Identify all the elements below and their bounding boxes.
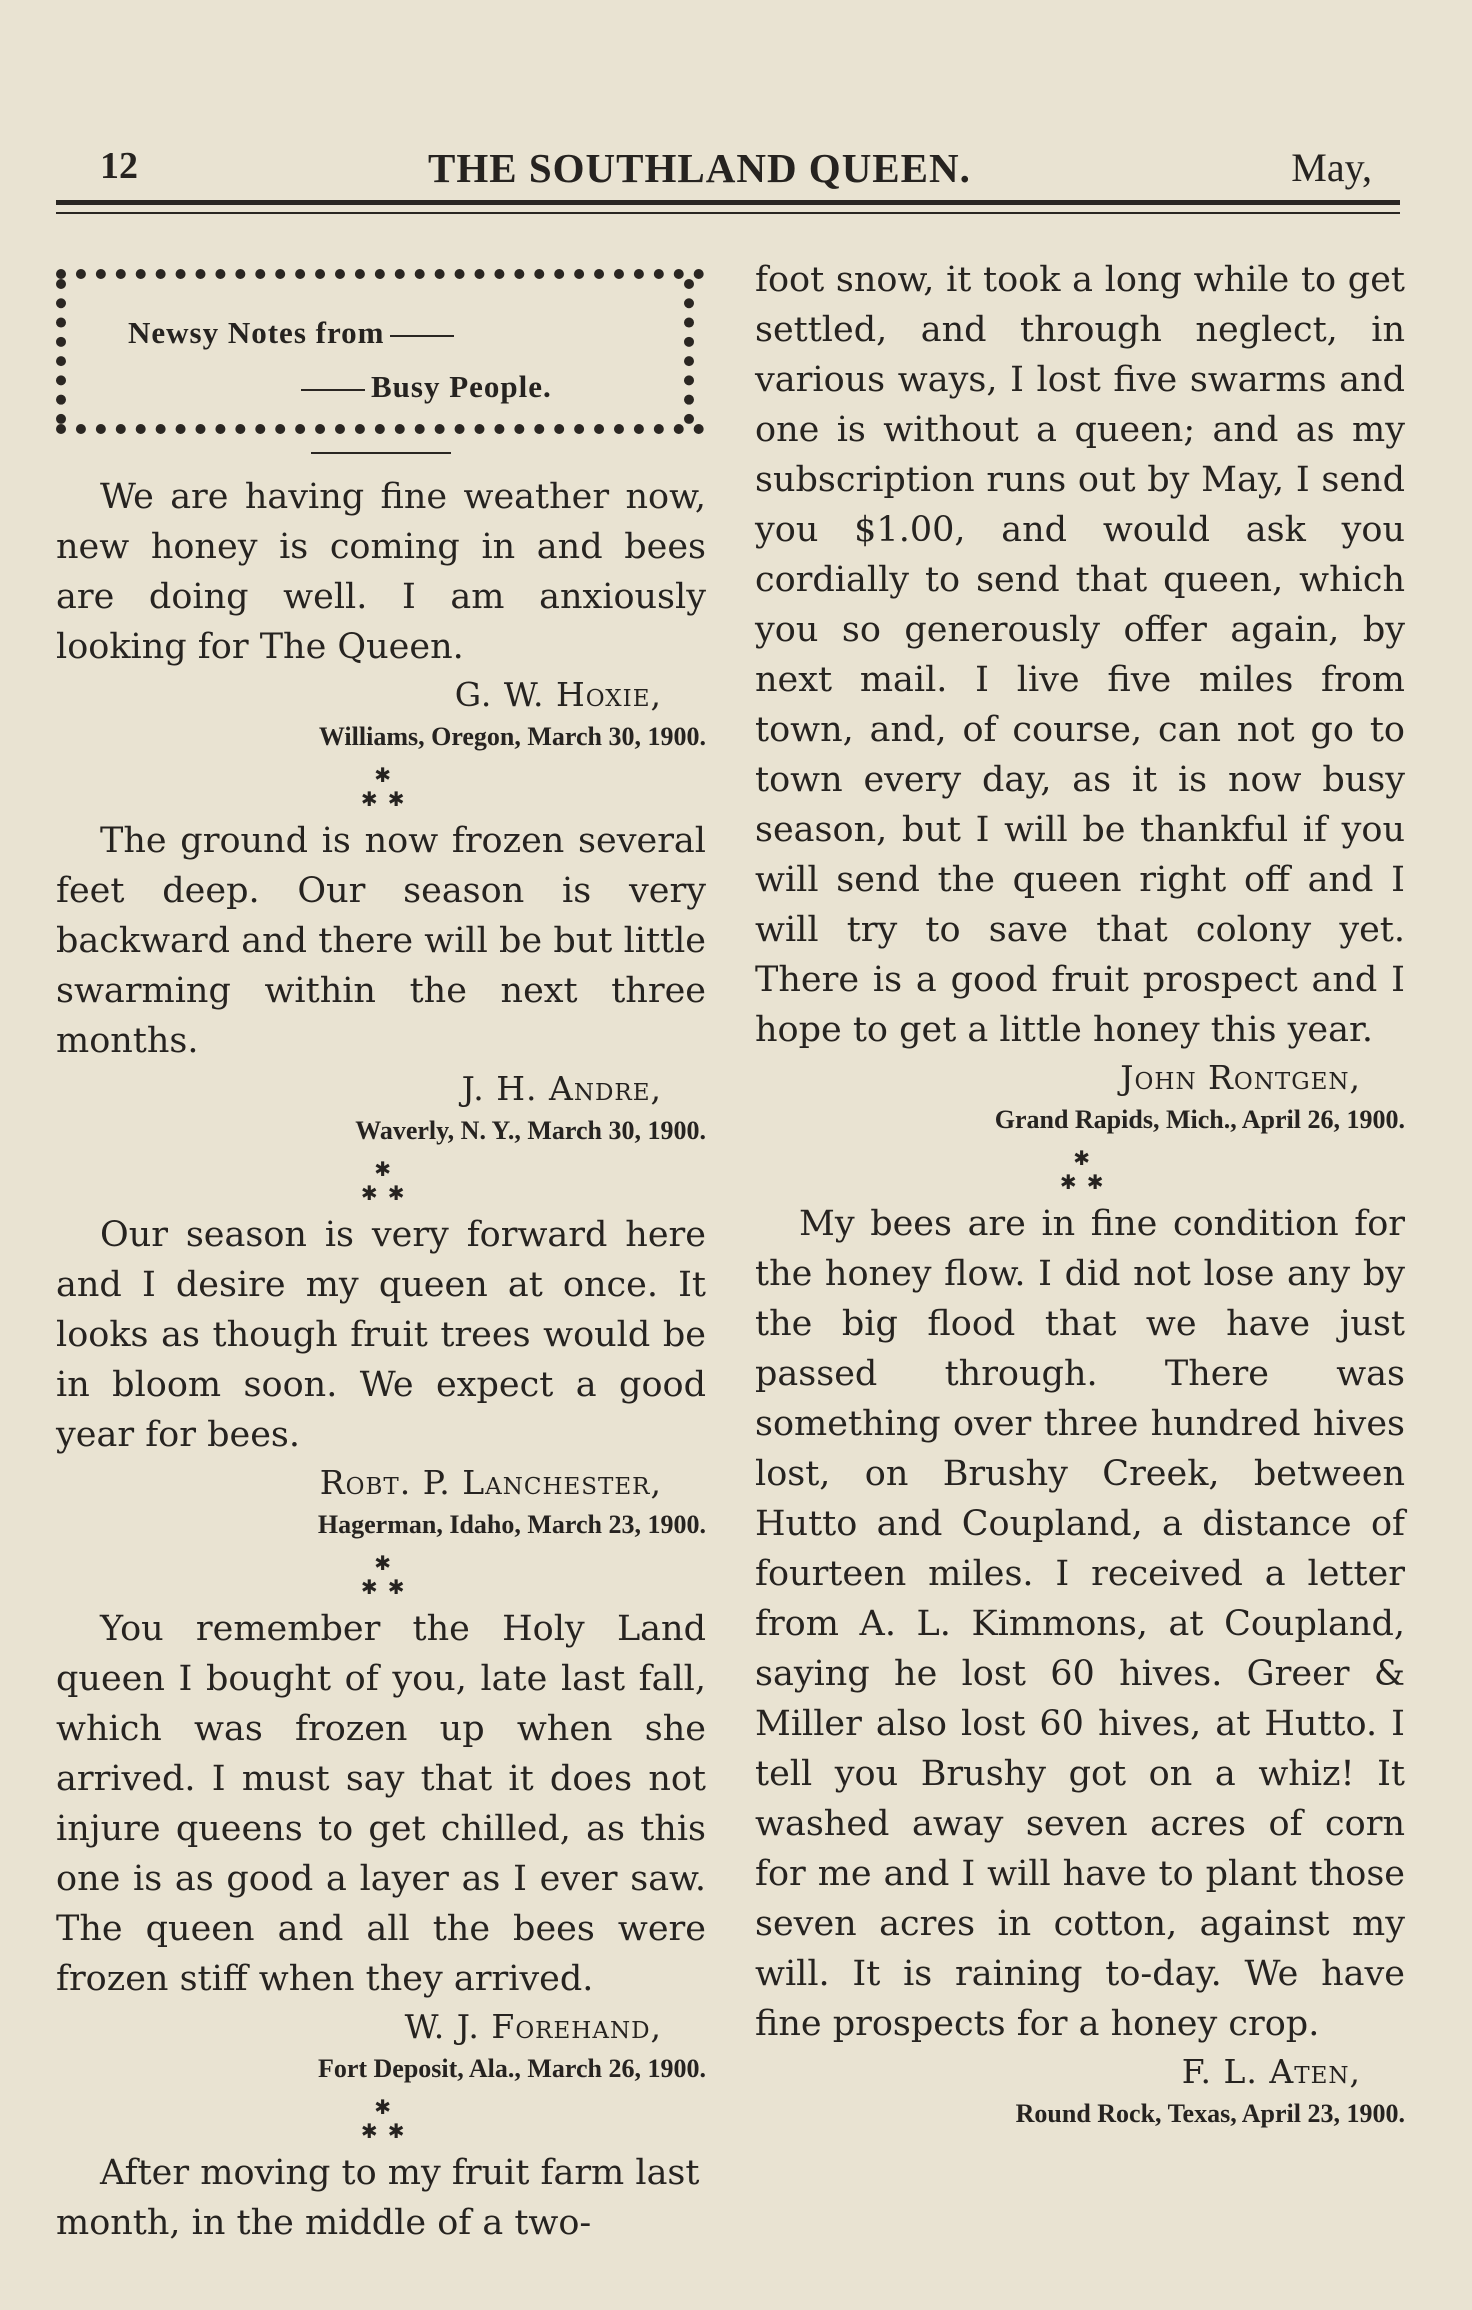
asterism-divider (56, 1544, 706, 1604)
left-column (56, 255, 706, 2248)
signature-place: Round Rock, Texas, April 23, 1900. (1015, 2099, 1405, 2128)
signature-name: F. L. Aten, (1181, 2052, 1361, 2091)
signature-place: Williams, Oregon, March 30, 1900. (318, 722, 706, 751)
letter-forehand (56, 1604, 706, 2088)
letter-text: The ground is now frozen several feet deep. Our season is very backward and there will be but little swarming within the next three months. (56, 821, 706, 1061)
header-rule-thin (56, 212, 1400, 214)
signature-name: John Rontgen, (1120, 1058, 1361, 1097)
letter-aten (755, 1199, 1405, 2133)
letter-hoxie (56, 472, 706, 756)
section-heading-ornament (56, 269, 704, 434)
asterism-divider (56, 1150, 706, 1210)
section-heading-line2: Busy People. (301, 369, 552, 405)
letter-rontgen-start (56, 2148, 706, 2248)
section-heading-line1: Newsy Notes from (128, 315, 454, 351)
letter-text: We are having fine weather now, new honey is coming in and bees are doing well. I am anxiously looking for The Queen. (56, 477, 706, 667)
letter-text: Our season is very forward here and I desire my queen at once. It looks as though fruit trees would be in bloom soon. We expect a good year for bees. (56, 1215, 706, 1455)
asterism-divider (755, 1139, 1405, 1199)
right-column (755, 255, 1405, 2133)
letter-lanchester (56, 1210, 706, 1544)
letter-andre (56, 816, 706, 1150)
signature-place: Hagerman, Idaho, March 23, 1900. (317, 1510, 706, 1539)
signature-name: Robt. P. Lanchester, (319, 1463, 662, 1502)
signature-place: Waverly, N. Y., March 30, 1900. (355, 1116, 706, 1145)
page-number: 12 (100, 145, 138, 187)
signature-name: J. H. Andre, (461, 1069, 662, 1108)
journal-title: THE SOUTHLAND QUEEN. (428, 145, 971, 191)
signature-name: G. W. Hoxie, (454, 675, 662, 714)
letter-text: After moving to my fruit farm last month, in the middle of a two- (56, 2153, 700, 2243)
signature-name: W. J. Forehand, (404, 2007, 662, 2046)
running-head (56, 140, 1400, 200)
letter-text: foot snow, it took a long while to get settled, and through neglect, in various ways, I lost five swarms and one is without a queen; and as my subscription runs out by May, I send you $1.00, and would ask you cordially to send that queen, which you so generously offer again, by next mail. I live five miles from town, and, of course, can not go to town every day, as it is now busy season, but I will be thankful if you will send the queen right off and I will try to save that colony yet. There is a good fruit prospect and I hope to get a little honey this year. (755, 260, 1405, 1050)
letter-rontgen-continued (755, 255, 1405, 1139)
letter-text: My bees are in fine condition for the honey flow. I did not lose any by the big flood that we have just passed through. There was something over three hundred hives lost, on Brushy Creek, between Hutto and Coupland, a distance of fourteen miles. I received a letter from A. L. Kimmons, at Coupland, saying he lost 60 hives. Greer & Miller also lost 60 hives, at Hutto. I tell you Brushy got on a whiz! It washed away seven acres of corn for me and I will have to plant those seven acres in cotton, against my will. It is raining to-day. We have fine prospects for a honey crop. (755, 1204, 1405, 2044)
issue-month: May, (1291, 145, 1372, 190)
header-rule-thick (56, 200, 1400, 205)
letter-text: You remember the Holy Land queen I bought of you, late last fall, which was frozen up when she arrived. I must say that it does not injure queens to get chilled, as this one is as good a layer as I ever saw. The queen and all the bees were frozen stiff when they arrived. (56, 1609, 706, 1999)
asterism-divider (56, 2088, 706, 2148)
asterism-divider (56, 756, 706, 816)
signature-place: Grand Rapids, Mich., April 26, 1900. (994, 1105, 1405, 1134)
signature-place: Fort Deposit, Ala., March 26, 1900. (317, 2054, 706, 2083)
